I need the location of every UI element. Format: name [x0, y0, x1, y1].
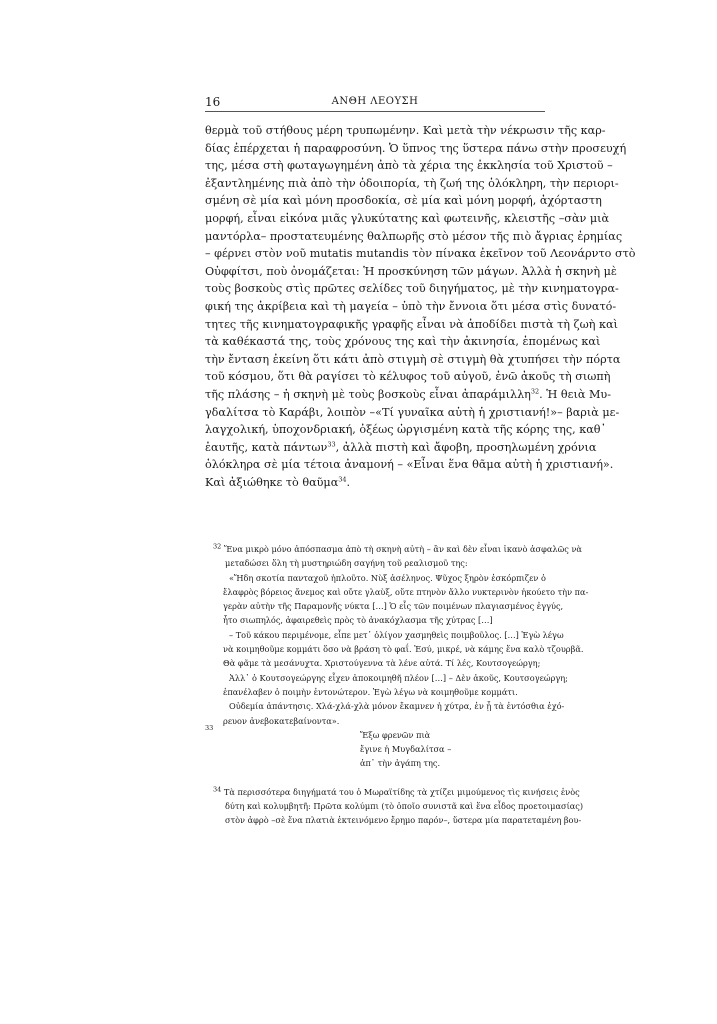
body-line: μαντόρλα– προστατευμένης θαλπωρῆς στὸ μέσον τῆς πιὸ ἄγριας ἐρημίας	[205, 229, 623, 243]
footnote-quote-line: «Ἤδη σκοτία πανταχοῦ ἡπλοῦτο. Νὺξ ἀσέληνος. Ψῦχος ξηρὸν ἐσκόρπιζεν ὁ	[229, 572, 546, 583]
footnote-text: Τὰ περισσότερα διηγήματά του ὁ Μωραϊτίδης τὰ χτίζει μιμούμενος τὶς κινήσεις ἑνὸς	[221, 786, 580, 797]
footnote-number: 32	[213, 542, 222, 551]
footnote-text: Ἕνα μικρὸ μόνο ἀπόσπασμα ἀπὸ τὴ σκηνὴ αὐτὴ – ἂν καὶ δὲν εἶναι ἱκανὸ ἀσφαλῶς νὰ	[221, 544, 582, 554]
running-head: ΑΝΘΗ ΛΕΟΥΣΗ	[331, 96, 419, 107]
poem-line: ἔγινε ἡ Μυγδαλίτσα –	[360, 744, 452, 755]
header-rule	[205, 111, 545, 112]
body-line-text: .	[346, 475, 351, 489]
footnote-34	[205, 785, 580, 799]
body-line-text: τῆς πλάσης – ἡ σκηνὴ μὲ τοὺς βοσκοὺς εἶναι ἀπαράμιλλη	[205, 387, 531, 401]
footnote-quote-line: ἦτο σιωπηλός, ἀφαιρεθεὶς πρὸς τὸ ἀνακόχλασμα τῆς χύτρας […]	[223, 615, 493, 626]
footnote-quote-line: νὰ κοιμηθοῦμε κομμάτι ὅσο νὰ βράση τὸ φαΐ. Ἐσύ, μικρέ, νὰ κάμης ἕνα καλὸ τζουρβᾶ.	[223, 644, 584, 655]
body-line: μορφή, εἶναι εἰκόνα μιᾶς γλυκύτατης καὶ φωτεινῆς, κλειστῆς –σὰν μιὰ	[205, 211, 610, 225]
footnote-ref-33[interactable]: 33	[327, 439, 336, 448]
body-line: Οὐφφίτσι, ποὺ ὀνομάζεται: Ἡ προσκύνηση τῶν μάγων. Ἀλλὰ ἡ σκηνὴ μὲ	[205, 264, 617, 278]
body-line: δίας ἐπέρχεται ἡ παραφροσύνη. Ὁ ὕπνος της ὕστερα πάνω στὴν προσευχή	[205, 141, 627, 155]
footnote-line: μεταδώσει ὅλη τὴ μυστηριώδη σαγήνη τοῦ ρεαλισμοῦ της:	[225, 558, 468, 569]
body-line: τὰ καθέκαστά της, τοὺς χρόνους της καὶ τὴν ἀκινησία, ἑπομένως καὶ	[205, 335, 601, 349]
body-line: θερμὰ τοῦ στήθους μέρη τρυπωμένην. Καὶ μετὰ τὴν νέκρωσιν τῆς καρ-	[205, 124, 606, 137]
body-line: – φέρνει στὸν νοῦ mutatis mutandis τὸν πίνακα ἐκεῖνον τοῦ Λεονάρντο στὸ	[205, 247, 636, 261]
footnote-line: δύτη καὶ κολυμβητῆ: Πρῶτα κολύμπι (τὸ ὁποῖο συνιστᾶ καὶ ἕνα εἶδος προετοιμασίας)	[225, 801, 584, 812]
footnote-quote-line: γερὰν αὐτὴν τῆς Παραμονῆς νύκτα […] Ὁ εἷς τῶν ποιμένων πλαγιασμένος ἐγγύς,	[223, 601, 564, 612]
poem-line: Ἔξω φρενῶν πιὰ	[360, 729, 431, 740]
footnote-line: στὸν ἀφρὸ –σὲ ἕνα πλατιὰ ἐκτεινόμενο ἔρημο παρόν–, ὕστερα μία παρατεταμένη βου-	[225, 815, 582, 826]
page-number: 16	[205, 95, 221, 109]
footnotes	[205, 542, 589, 828]
body-line: ὁλόκληρα σὲ μία τέτοια ἀναμονή – «Εἶναι ἕνα θᾶμα αὐτὴ ἡ χριστιανή».	[205, 458, 614, 472]
body-line: γδαλίτσα τὸ Καράβι, λοιπὸν –«Τί γυναῖκα αὐτὴ ἡ χριστιανή!»– βαριὰ με-	[205, 405, 620, 419]
body-line: λαγχολική, ὑποχονδριακή, ὀξέως ὠργισμένη κατὰ τῆς κόρης της, καθ᾽	[205, 423, 607, 437]
footnote-quote-line: Θὰ φᾶμε τὰ μεσάνυχτα. Χριστούγεννα τὰ λένε αὐτά. Τί λές, Κουτσογεώργη;	[223, 658, 541, 669]
body-line: τοὺς βοσκοὺς στὶς πρῶτες σελίδες τοῦ διηγήματος, μὲ τὴν κινηματογρα-	[205, 282, 619, 296]
body-line-text: , ἀλλὰ πιστὴ καὶ ἄφοβη, προσηλωμένη χρόνια	[335, 440, 597, 454]
footnote-ref-32[interactable]: 32	[530, 387, 540, 396]
footnote-quote-line: ἔλαφρὸς βόρειος ἄνεμος καὶ οὔτε γλαὺξ, οὔτε πτηνὸν ἄλλο νυκτερινὸν ἠκούετο τὴν πα-	[223, 586, 589, 597]
body-line-text: . Ἡ θειὰ Μυ-	[539, 387, 611, 401]
footnote-32	[205, 542, 582, 556]
footnote-quote-line: Οὐδεμία ἀπάντησις. Χλά-χλά-χλὰ μόνον ἔκαμνεν ἡ χύτρα, ἐν ᾗ τὰ ἐντόσθια ἐχό-	[229, 701, 565, 712]
body-line: τητες τῆς κινηματογραφικῆς γραφῆς εἶναι νὰ ἀποδίδει πιστὰ τὴ ζωὴ καὶ	[205, 317, 618, 331]
body-line: τὴν ἔνταση ἐκείνη ὅτι κάτι ἀπὸ στιγμὴ σὲ στιγμὴ θὰ χτυπήσει τὴν πόρτα	[205, 352, 621, 366]
body-line: φική της ἀκρίβεια καὶ τὴ μαγεία – ὑπὸ τὴν ἔννοια ὅτι μέσα στὶς δυνατό-	[205, 299, 617, 313]
footnote-quote-line: – Τοῦ κάκου περιμένομε, εἶπε μετ᾽ ὀλίγον χασμηθεὶς ποιμβοῦλος. […] Ἐγὼ λέγω	[229, 629, 564, 640]
footnote-ref-34[interactable]: 34	[338, 475, 347, 484]
body-paragraph	[205, 122, 636, 491]
body-line: ἐξαντλημένης πιὰ ἀπὸ τὴν ὁδοιπορία, τὴ ζωή της ὁλόκληρη, τὴν περιορι-	[205, 176, 619, 190]
footnote-quote-line: Ἀλλ᾽ ὁ Κουτσογεώργης εἶχεν ἀποκοιμηθῆ πλέον […] – Δὲν ἀκοῦς, Κουτσογεώργη;	[229, 672, 568, 683]
body-line-text: ἑαυτῆς, κατὰ πάντων	[205, 440, 328, 454]
body-line	[205, 439, 597, 457]
poem-line: ἀπ᾽ τὴν ἀγάπη της.	[360, 758, 441, 769]
body-line-text: Καὶ ἀξιώθηκε τὸ θαῦμα	[205, 475, 339, 489]
body-line	[205, 474, 545, 492]
footnote-quote-line: ἐπανέλαβεν ὁ ποιμὴν ἐντονώτερον. Ἐγὼ λέγω νὰ κοιμηθοῦμε κομμάτι.	[223, 686, 518, 697]
body-line: σμένη σὲ μία καὶ μόνη προσδοκία, σὲ μία καὶ μόνη μορφή, ἀχόρταστη	[205, 194, 602, 208]
body-line	[205, 386, 611, 404]
footnote-number: 34	[213, 785, 222, 794]
body-line: της, μέσα στὴ φωταγωγημένη ἀπὸ τὰ χέρια της ἐκκλησία τοῦ Χριστοῦ –	[205, 159, 613, 173]
footnote-33: 33 Ἔξω φρενῶν πιὰ ἔγινε ἡ Μυγδαλίτσα – ἀπ᾽ τὴν ἀγάπη της.	[205, 728, 545, 785]
body-line: τοῦ κόσμου, ὅτι θὰ ραγίσει τὸ κέλυφος τοῦ αὐγοῦ, ἐνῶ ἀκοῦς τὴ σιωπὴ	[205, 370, 611, 384]
footnote-quote-line: ρευον ἀνεβοκατεβαίνοντα».	[223, 715, 340, 726]
